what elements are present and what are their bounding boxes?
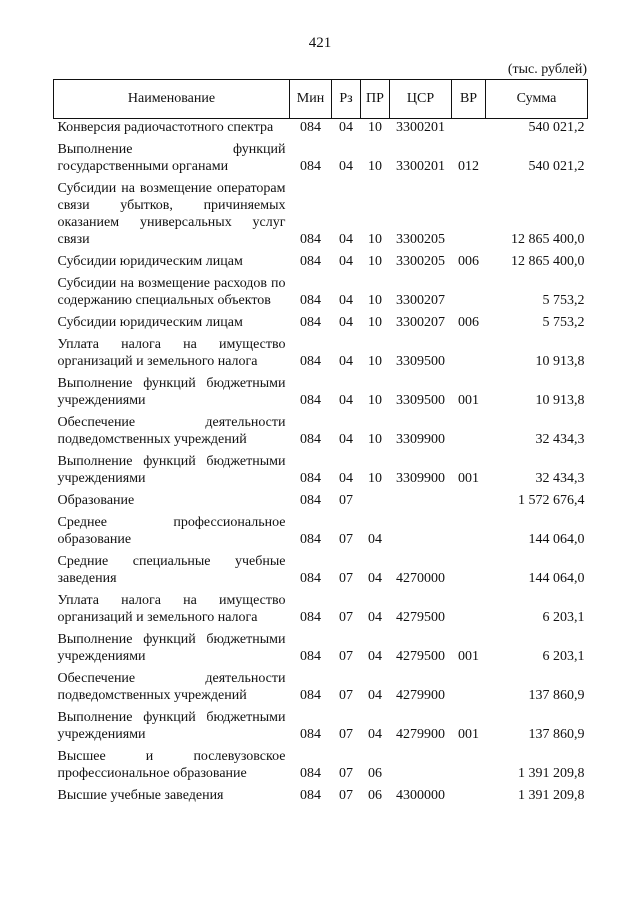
- cell-csr: 4279500: [396, 610, 445, 625]
- cell-sum: 12 865 400,0: [511, 232, 585, 247]
- table-row: [54, 141, 588, 175]
- cell-pr: 10: [368, 471, 382, 486]
- cell-csr: 4270000: [396, 571, 445, 586]
- cell-name: Субсидии юридическим лицам: [57, 315, 243, 330]
- budget-table: [53, 79, 588, 804]
- cell-pr: 10: [368, 159, 382, 174]
- cell-name: Высшее и послевузовское профессиональное образование: [57, 749, 286, 781]
- cell-sum: 6 203,1: [542, 610, 585, 625]
- cell-min: 084: [300, 571, 321, 586]
- cell-pr: 10: [368, 315, 382, 330]
- cell-min: 084: [300, 393, 321, 408]
- header-vr: ВР: [452, 80, 486, 119]
- cell-vr: [452, 748, 486, 782]
- cell-name: Уплата налога на имущество организаций и земельного налога: [57, 593, 286, 625]
- cell-pr: 04: [368, 727, 382, 742]
- cell-csr: 4300000: [396, 788, 445, 803]
- cell-pr: 10: [368, 354, 382, 369]
- cell-rz: 07: [339, 610, 353, 625]
- table-row: [54, 670, 588, 704]
- cell-vr: [452, 180, 486, 248]
- cell-min: 084: [300, 688, 321, 703]
- table-row: [54, 375, 588, 409]
- cell-name: Средние специальные учебные заведения: [57, 554, 286, 586]
- cell-sum: 5 753,2: [542, 315, 585, 330]
- cell-name: Обеспечение деятельности подведомственных учреждений: [57, 415, 286, 447]
- cell-csr: [390, 514, 452, 548]
- cell-pr: 10: [368, 120, 382, 135]
- cell-rz: 04: [339, 432, 353, 447]
- header-name: Наименование: [54, 80, 290, 119]
- cell-rz: 04: [339, 159, 353, 174]
- cell-pr: 10: [368, 232, 382, 247]
- table-row: [54, 514, 588, 548]
- cell-sum: 1 572 676,4: [518, 493, 585, 508]
- cell-sum: 137 860,9: [528, 688, 585, 703]
- cell-pr: [361, 492, 390, 509]
- cell-rz: 07: [339, 688, 353, 703]
- cell-name: Образование: [57, 493, 135, 508]
- cell-vr: [452, 275, 486, 309]
- cell-rz: 07: [339, 493, 353, 508]
- cell-csr: [390, 748, 452, 782]
- cell-name: Субсидии на возмещение операторам связи убытков, причиняемых оказанием универсальных услуг связи: [57, 181, 286, 247]
- cell-vr: 006: [458, 315, 479, 330]
- header-pr: ПР: [361, 80, 390, 119]
- cell-sum: 1 391 209,8: [518, 788, 585, 803]
- cell-rz: 07: [339, 649, 353, 664]
- table-row: [54, 180, 588, 248]
- cell-rz: 07: [339, 788, 353, 803]
- header-sum: Сумма: [486, 80, 588, 119]
- cell-vr: [452, 592, 486, 626]
- cell-rz: 04: [339, 393, 353, 408]
- cell-name: Обеспечение деятельности подведомственных учреждений: [57, 671, 286, 703]
- cell-vr: 001: [458, 727, 479, 742]
- cell-name: Выполнение функций бюджетными учреждениями: [57, 454, 286, 486]
- cell-sum: 32 434,3: [535, 432, 585, 447]
- table-row: [54, 453, 588, 487]
- table-row: [54, 314, 588, 331]
- table-row: [54, 748, 588, 782]
- cell-vr: [452, 553, 486, 587]
- cell-rz: 04: [339, 293, 353, 308]
- cell-sum: 540 021,2: [528, 159, 585, 174]
- cell-min: 084: [300, 354, 321, 369]
- cell-sum: 10 913,8: [535, 354, 585, 369]
- cell-csr: 3300205: [396, 232, 445, 247]
- cell-min: 084: [300, 766, 321, 781]
- cell-vr: 006: [458, 254, 479, 269]
- cell-vr: [452, 787, 486, 804]
- cell-sum: 144 064,0: [528, 571, 585, 586]
- cell-pr: 04: [368, 649, 382, 664]
- table-row: [54, 336, 588, 370]
- cell-min: 084: [300, 788, 321, 803]
- cell-pr: 04: [368, 571, 382, 586]
- cell-name: Конверсия радиочастотного спектра: [57, 120, 274, 135]
- table-body: [54, 119, 588, 805]
- cell-rz: 04: [339, 471, 353, 486]
- table-row: [54, 592, 588, 626]
- cell-name: Выполнение функций бюджетными учреждениями: [57, 710, 286, 742]
- cell-min: 084: [300, 159, 321, 174]
- cell-csr: 4279500: [396, 649, 445, 664]
- cell-name: Субсидии на возмещение расходов по содержанию специальных объектов: [57, 276, 286, 308]
- cell-pr: 10: [368, 432, 382, 447]
- table-row: [54, 253, 588, 270]
- cell-csr: 4279900: [396, 727, 445, 742]
- units-label: (тыс. рублей): [507, 62, 587, 77]
- table-row: [54, 414, 588, 448]
- header-min: Мин: [290, 80, 332, 119]
- cell-csr: 3300201: [396, 120, 445, 135]
- cell-rz: 07: [339, 766, 353, 781]
- cell-name: Уплата налога на имущество организаций и земельного налога: [57, 337, 286, 369]
- cell-vr: [452, 119, 486, 137]
- cell-sum: 144 064,0: [528, 532, 585, 547]
- cell-vr: [452, 670, 486, 704]
- cell-csr: 3309500: [396, 354, 445, 369]
- cell-pr: 04: [368, 610, 382, 625]
- cell-min: 084: [300, 254, 321, 269]
- cell-rz: 04: [339, 354, 353, 369]
- table-header-row: [54, 80, 588, 119]
- table-row: [54, 787, 588, 804]
- cell-vr: 001: [458, 471, 479, 486]
- table-row: [54, 631, 588, 665]
- cell-pr: 10: [368, 293, 382, 308]
- table-row: [54, 709, 588, 743]
- cell-min: 084: [300, 432, 321, 447]
- cell-min: 084: [300, 493, 321, 508]
- cell-min: 084: [300, 315, 321, 330]
- cell-vr: [452, 336, 486, 370]
- table-row: [54, 553, 588, 587]
- table-row: [54, 275, 588, 309]
- cell-min: 084: [300, 232, 321, 247]
- cell-vr: [452, 492, 486, 509]
- cell-min: 084: [300, 120, 321, 135]
- header-csr: ЦСР: [390, 80, 452, 119]
- header-rz: Рз: [332, 80, 361, 119]
- cell-sum: 12 865 400,0: [511, 254, 585, 269]
- table-row: [54, 492, 588, 509]
- cell-rz: 07: [339, 571, 353, 586]
- cell-csr: 3300201: [396, 159, 445, 174]
- cell-sum: 6 203,1: [542, 649, 585, 664]
- cell-csr: 3300207: [396, 315, 445, 330]
- cell-name: Среднее профессиональное образование: [57, 515, 286, 547]
- cell-csr: 4279900: [396, 688, 445, 703]
- cell-name: Высшие учебные заведения: [57, 788, 224, 803]
- cell-vr: 012: [458, 159, 479, 174]
- cell-vr: [452, 414, 486, 448]
- cell-rz: 07: [339, 532, 353, 547]
- cell-sum: 540 021,2: [528, 120, 585, 135]
- table-row: [54, 119, 588, 137]
- cell-sum: 10 913,8: [535, 393, 585, 408]
- cell-csr: 3300205: [396, 254, 445, 269]
- cell-name: Выполнение функций бюджетными учреждениями: [57, 376, 286, 408]
- cell-min: 084: [300, 293, 321, 308]
- cell-rz: 07: [339, 727, 353, 742]
- cell-pr: 10: [368, 254, 382, 269]
- cell-rz: 04: [339, 315, 353, 330]
- cell-name: Субсидии юридическим лицам: [57, 254, 243, 269]
- cell-pr: 06: [368, 788, 382, 803]
- cell-vr: [452, 514, 486, 548]
- cell-pr: 06: [368, 766, 382, 781]
- cell-min: 084: [300, 471, 321, 486]
- cell-csr: 3309900: [396, 432, 445, 447]
- cell-pr: 10: [368, 393, 382, 408]
- cell-pr: 04: [368, 688, 382, 703]
- cell-csr: 3300207: [396, 293, 445, 308]
- cell-sum: 5 753,2: [542, 293, 585, 308]
- cell-sum: 1 391 209,8: [518, 766, 585, 781]
- cell-pr: 04: [368, 532, 382, 547]
- cell-min: 084: [300, 649, 321, 664]
- cell-sum: 32 434,3: [535, 471, 585, 486]
- cell-rz: 04: [339, 232, 353, 247]
- cell-sum: 137 860,9: [528, 727, 585, 742]
- cell-name: Выполнение функций бюджетными учреждениями: [57, 632, 286, 664]
- cell-vr: 001: [458, 393, 479, 408]
- cell-vr: 001: [458, 649, 479, 664]
- cell-csr: 3309500: [396, 393, 445, 408]
- cell-min: 084: [300, 727, 321, 742]
- cell-min: 084: [300, 610, 321, 625]
- cell-csr: [390, 492, 452, 509]
- page-number: 421: [308, 35, 332, 51]
- cell-csr: 3309900: [396, 471, 445, 486]
- cell-name: Выполнение функций государственными органами: [57, 142, 286, 174]
- cell-rz: 04: [339, 120, 353, 135]
- cell-min: 084: [300, 532, 321, 547]
- cell-rz: 04: [339, 254, 353, 269]
